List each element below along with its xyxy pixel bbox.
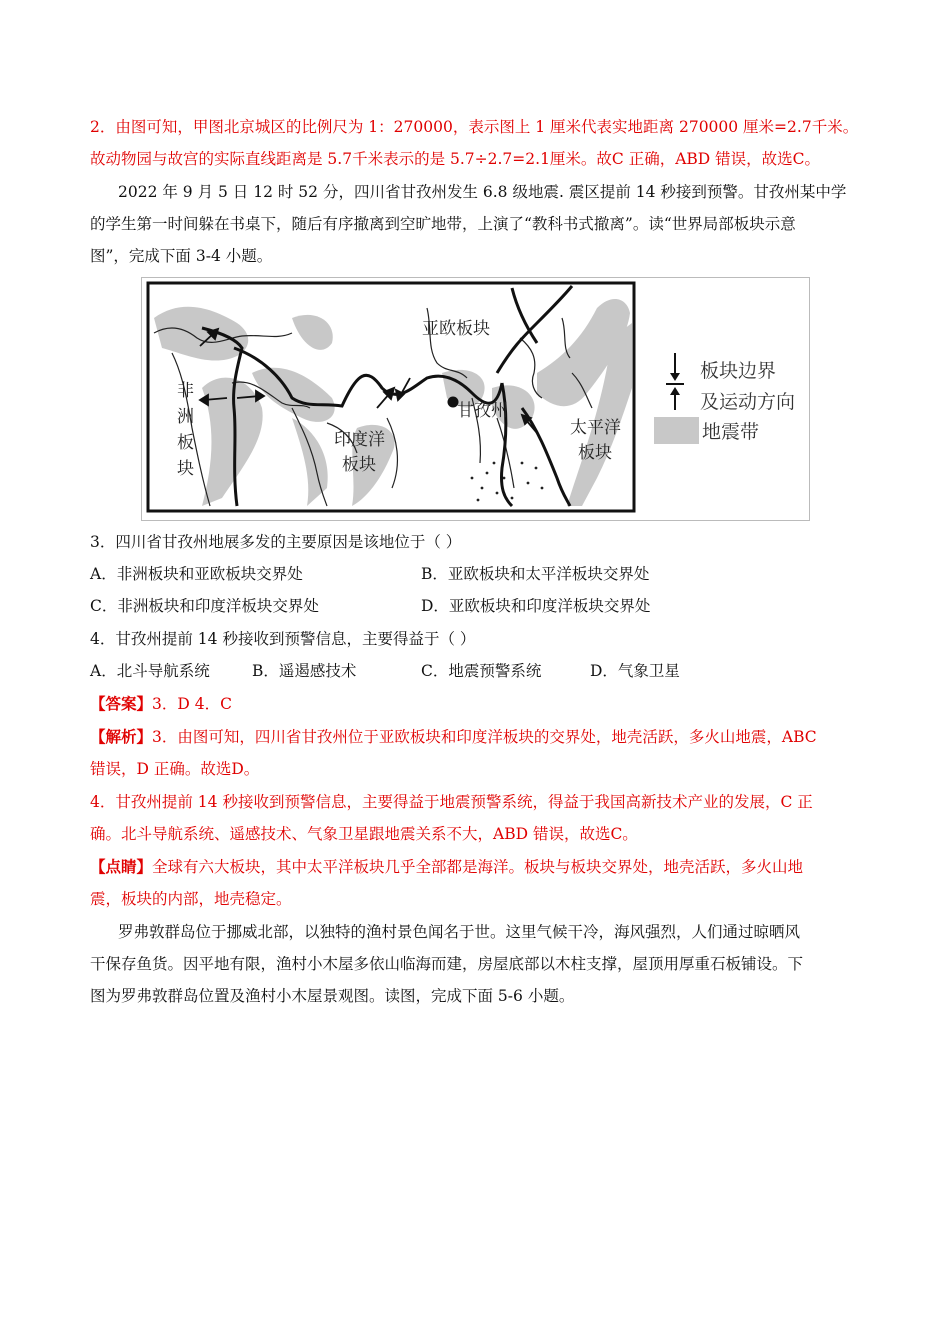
passage-1-line-1: 2022 年 9 月 5 日 12 时 52 分，四川省甘孜州发生 6.8 级地震. 震区提前 14 秒接到预警。甘孜州某中学 [118, 183, 847, 201]
question-3-stem: 3．四川省甘孜州地展多发的主要原因是该地位于（ ） [90, 533, 462, 551]
indian-label-2: 板块 [342, 455, 376, 475]
legend-boundary-line-2: 及运动方向 [700, 391, 796, 413]
analysis-line-1 [90, 727, 817, 747]
legend-seismic-label: 地震带 [702, 421, 760, 443]
answer-line [90, 694, 232, 714]
passage-2-line-3: 图为罗弗敦群岛位置及渔村小木屋景观图。读图，完成下面 5-6 小题。 [90, 987, 575, 1005]
q4-option-c[interactable]: C．地震预警系统 [421, 662, 542, 680]
passage-2-line-2: 干保存鱼货。因平地有限，渔村小木屋多依山临海而建，房屋底部以木柱支撑，屋顶用厚重石板铺设。下 [90, 955, 804, 973]
pacific-label-1: 太平洋 [570, 418, 621, 438]
map-legend [654, 353, 795, 444]
eurasia-plate-label: 亚欧板块 [422, 319, 490, 339]
comment-tag: 【点睛】 [90, 857, 153, 876]
africa-label-1: 非 [177, 381, 194, 401]
explanation-2-line-2: 故动物园与故宫的实际直线距离是 5.7千米表示的是 5.7÷2.7=2.1厘米。故C 正确，ABD 错误，故选C。 [90, 150, 821, 168]
comment-text-1: 全球有六大板块，其中太平洋板块几乎全部都是海洋。板块与板块交界处，地壳活跃，多火山地 [152, 858, 804, 876]
analysis-line-4: 确。北斗导航系统、遥感技术、气象卫星跟地震关系不大，ABD 错误，故选C。 [90, 825, 638, 843]
analysis-tag: 【解析】 [90, 727, 153, 746]
q4-option-d[interactable]: D．气象卫星 [590, 662, 680, 680]
q4-option-b[interactable]: B．遥遏感技术 [252, 662, 357, 680]
analysis-text-1: 3．由图可知，四川省甘孜州位于亚欧板块和印度洋板块的交界处，地壳活跃，多火山地震，ABC [152, 728, 817, 746]
comment-line-1 [90, 857, 803, 877]
plate-map-svg [142, 278, 809, 520]
passage-1-line-3: 图”，完成下面 3-4 小题。 [90, 247, 273, 265]
africa-label-4: 块 [177, 459, 194, 479]
legend-seismic-swatch [654, 417, 699, 444]
analysis-line-2: 错误，D 正确。故选D。 [90, 760, 260, 778]
legend-boundary-line-1: 板块边界 [700, 360, 777, 382]
q3-option-c[interactable]: C．非洲板块和印度洋板块交界处 [90, 597, 319, 615]
plate-map-figure [141, 277, 810, 521]
indian-label-1: 印度洋 [334, 430, 385, 450]
q3-option-a[interactable]: A．非洲板块和亚欧板块交界处 [90, 565, 303, 583]
q3-option-d[interactable]: D．亚欧板块和印度洋板块交界处 [421, 597, 651, 615]
q4-option-a[interactable]: A．北斗导航系统 [90, 662, 210, 680]
africa-label-3: 板 [177, 433, 194, 453]
passage-2-line-1: 罗弗敦群岛位于挪威北部，以独特的渔村景色闻名于世。这里气候干冷，海风强烈，人们通过晾晒风 [118, 923, 801, 941]
question-4-stem: 4．甘孜州提前 14 秒接收到预警信息，主要得益于（ ） [90, 630, 476, 648]
passage-1-line-2: 的学生第一时间躲在书桌下，随后有序撤离到空旷地带，上演了“教科书式撤离”。读“世界局部板块示意 [90, 215, 796, 233]
analysis-line-3: 4．甘孜州提前 14 秒接收到预警信息，主要得益于地震预警系统，得益于我国高新技术产业的发展，C 正 [90, 793, 813, 811]
ganzi-label: 甘孜州 [457, 401, 508, 421]
comment-line-2: 震，板块的内部，地壳稳定。 [90, 890, 292, 908]
answer-tag: 【答案】 [90, 694, 153, 713]
explanation-2-line-1: 2．由图可知，甲图北京城区的比例尺为 1：270000，表示图上 1 厘米代表实地距离 270000 厘米=2.7千米。 [90, 118, 859, 136]
q3-option-b[interactable]: B．亚欧板块和太平洋板块交界处 [421, 565, 650, 583]
answer-text: 3．D 4．C [152, 695, 232, 713]
pacific-label-2: 板块 [578, 443, 612, 463]
africa-label-2: 洲 [177, 407, 194, 427]
